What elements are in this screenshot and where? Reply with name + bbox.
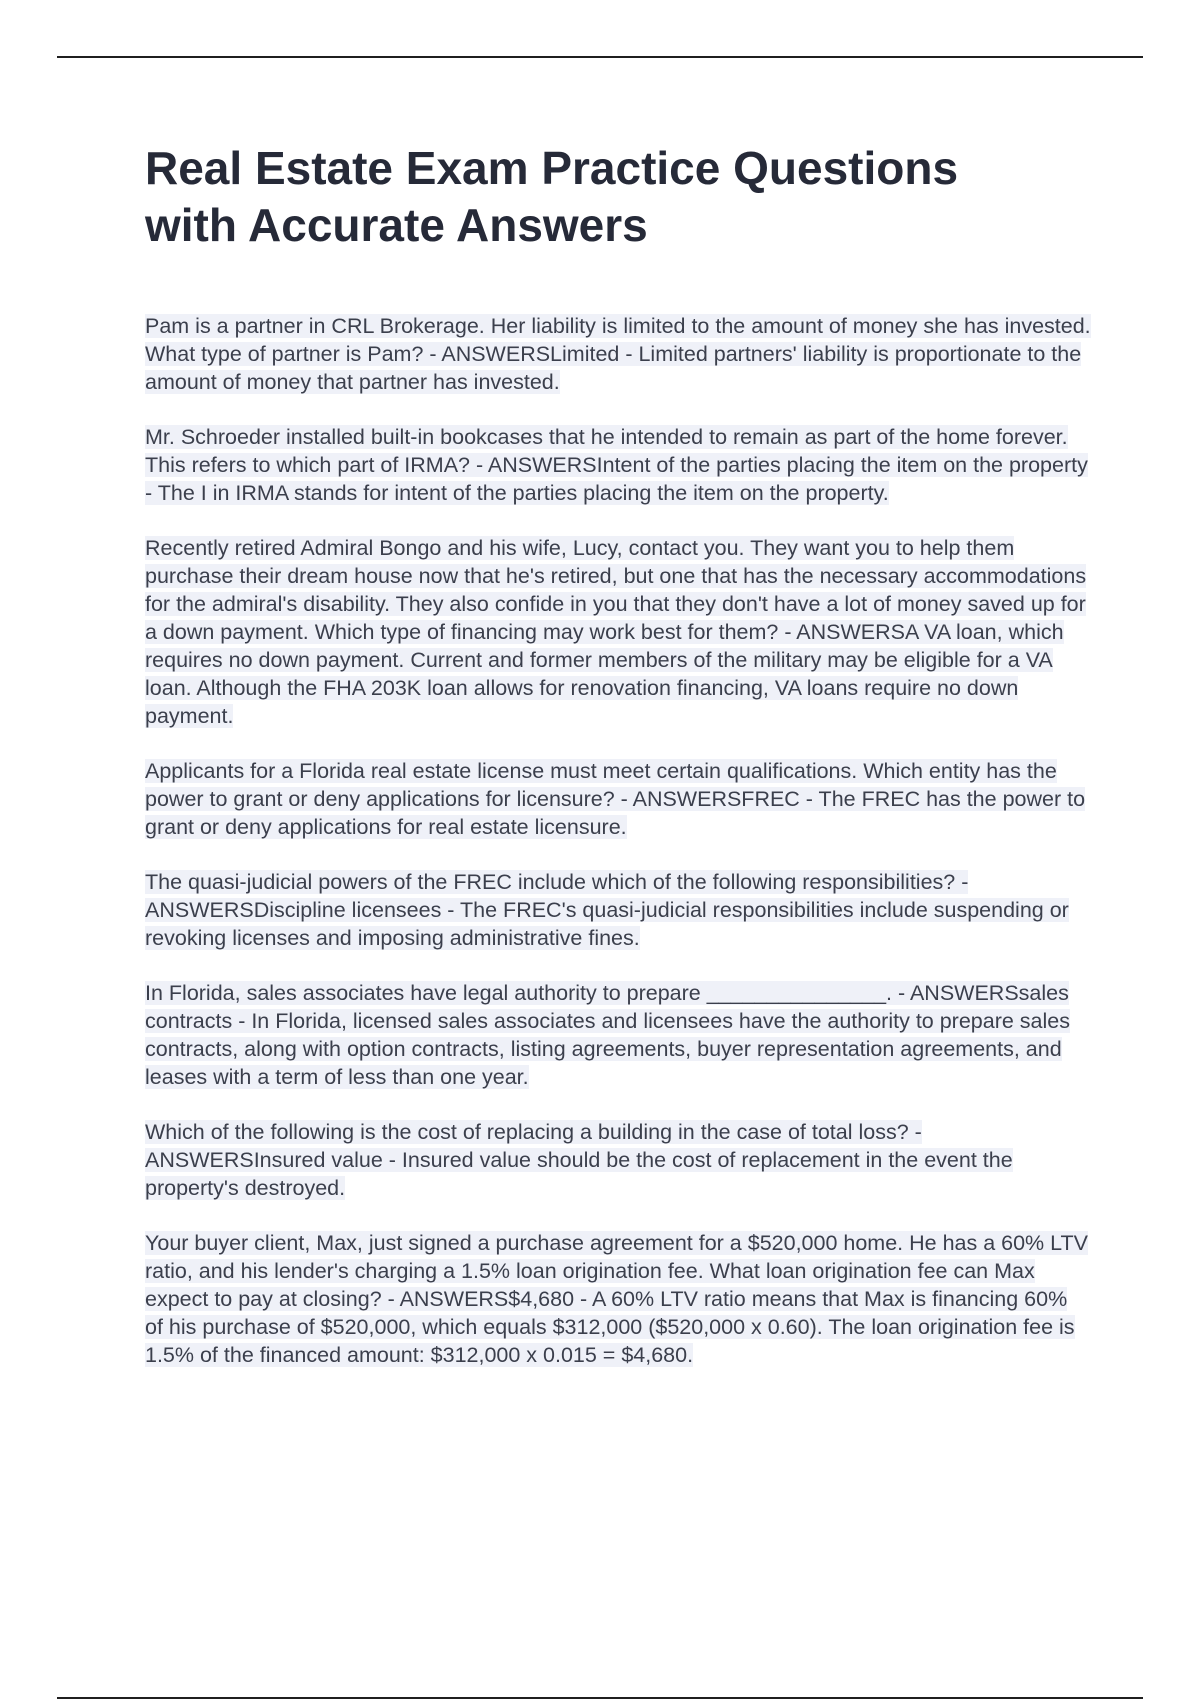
question-text: Your buyer client, Max, just signed a purchase agreement for a $520,000 home. He has a 60% LTV ratio, and his lender's charging a 1.5% loan origination fee. What loan origination fee can Max expect to pay at closing? - ANSWERS$4,680 - A 60% LTV ratio means that Max is financing 60% of his purchase of $520,000, which equals $312,000 ($520,000 x 0.60). The loan origination fee is 1.5% of the financed amount: $312,000 x 0.015 = $4,680. [145, 1231, 1088, 1367]
question-item [145, 423, 1091, 507]
question-text: Pam is a partner in CRL Brokerage. Her liability is limited to the amount of money she has invested. What type of partner is Pam? - ANSWERSLimited - Limited partners' liability is proportionate to the amount of money that partner has invested. [145, 314, 1091, 394]
question-text: Which of the following is the cost of replacing a building in the case of total loss? - ANSWERSInsured value - Insured value should be the cost of replacement in the event the property's destroyed. [145, 1120, 1013, 1200]
question-item [145, 979, 1091, 1091]
question-text: In Florida, sales associates have legal authority to prepare _______________. - ANSWERSsales contracts - In Florida, licensed sales associates and licensees have the authority to prepare sales contracts, along with option contracts, listing agreements, buyer representation agreements, and leases with a term of less than one year. [145, 981, 1070, 1089]
question-text: Mr. Schroeder installed built-in bookcases that he intended to remain as part of the home forever. This refers to which part of IRMA? - ANSWERSIntent of the parties placing the item on the property - The I in IRMA stands for intent of the parties placing the item on the property. [145, 425, 1088, 505]
question-text: Applicants for a Florida real estate license must meet certain qualifications. Which entity has the power to grant or deny applications for licensure? - ANSWERSFREC - The FREC has the power to grant or deny applications for real estate licensure. [145, 759, 1086, 839]
title-line-1: Real Estate Exam Practice Questions [145, 142, 959, 194]
title-line-2: with Accurate Answers [145, 199, 648, 251]
document-title [145, 140, 1091, 254]
question-item [145, 534, 1091, 730]
top-rule [57, 56, 1143, 58]
document-body [145, 140, 1091, 1396]
question-text: Recently retired Admiral Bongo and his wife, Lucy, contact you. They want you to help them purchase their dream house now that he's retired, but one that has the necessary accommodations for the admiral's disability. They also confide in you that they don't have a lot of money saved up for a down payment. Which type of financing may work best for them? - ANSWERSA VA loan, which requires no down payment. Current and former members of the military may be eligible for a VA loan. Although the FHA 203K loan allows for renovation financing, VA loans require no down payment. [145, 536, 1087, 728]
question-item [145, 312, 1091, 396]
question-text: The quasi-judicial powers of the FREC include which of the following responsibilities? - ANSWERSDiscipline licensees - The FREC's quasi-judicial responsibilities include suspending or revoking licenses and imposing administrative fines. [145, 870, 1069, 950]
question-list [145, 312, 1091, 1369]
question-item [145, 757, 1091, 841]
question-item [145, 1118, 1091, 1202]
question-item [145, 1229, 1091, 1369]
bottom-rule [57, 1697, 1143, 1699]
question-item [145, 868, 1091, 952]
